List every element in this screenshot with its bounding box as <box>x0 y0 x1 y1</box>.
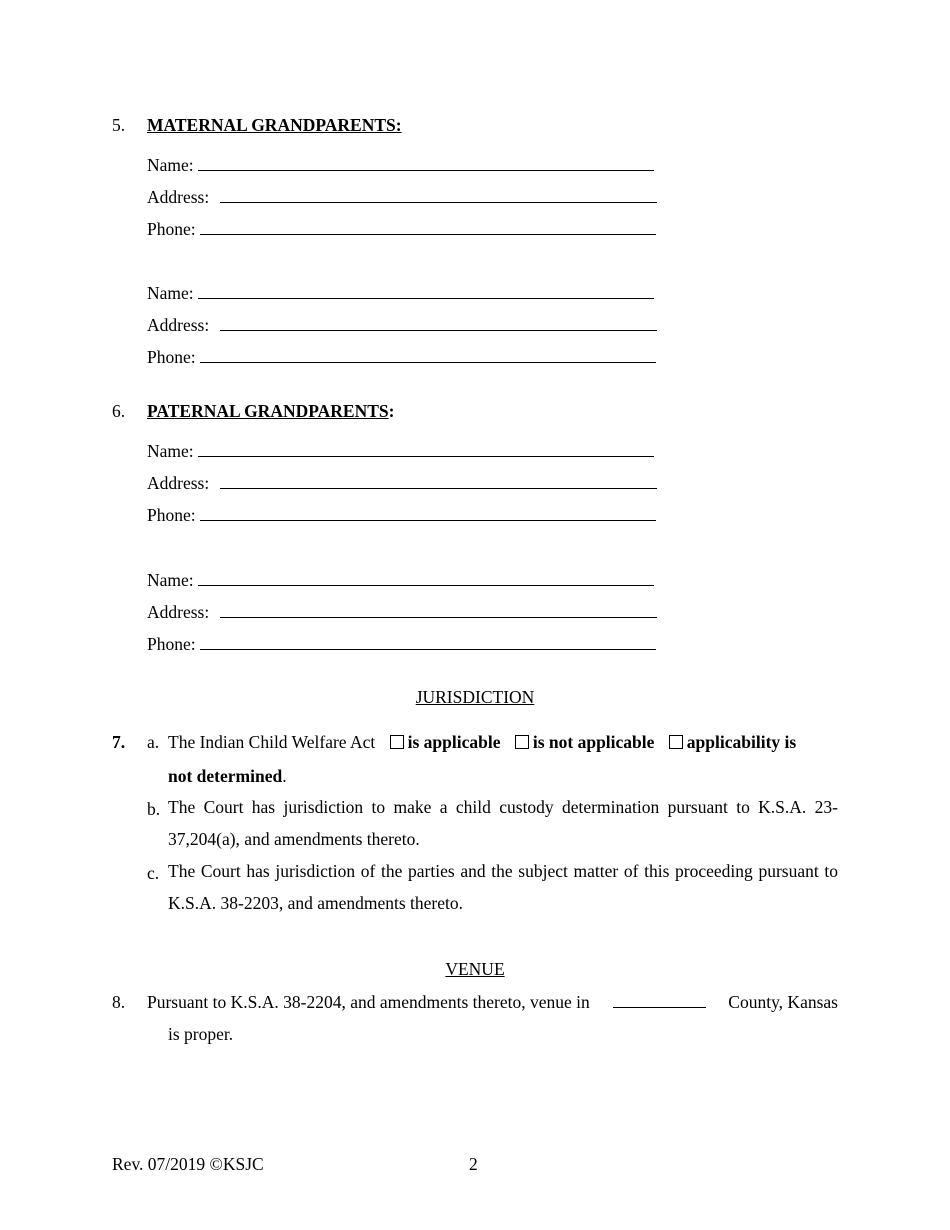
paternal-1-name-field[interactable] <box>198 441 654 457</box>
maternal-1-name-row <box>147 155 654 176</box>
icwa-applicable-label: is applicable <box>407 732 501 752</box>
maternal-2-name-row <box>147 283 654 304</box>
maternal-2-name-field[interactable] <box>198 283 654 299</box>
section-7-number: 7. <box>112 732 126 752</box>
icwa-line-2 <box>168 766 287 787</box>
paternal-2-address-row <box>147 602 657 623</box>
phone-label: Phone: <box>147 505 196 525</box>
icwa-undetermined-label-1: applicability is <box>686 732 797 752</box>
jurisdiction-heading: JURISDICTION <box>415 687 535 707</box>
venue-text-before: Pursuant to K.S.A. 38-2204, and amendments thereto, venue in <box>147 992 590 1012</box>
maternal-1-address-field[interactable] <box>220 187 657 203</box>
maternal-2-address-field[interactable] <box>220 315 657 331</box>
paternal-2-name-row <box>147 570 654 591</box>
footer-revision: Rev. 07/2019 ©KSJC <box>112 1154 264 1174</box>
maternal-1-phone-row <box>147 219 656 240</box>
item-c-text: The Court has jurisdiction of the parties and the subject matter of this proceeding pursuant to K.S.A. 38-2203, and amendments thereto. <box>168 861 838 913</box>
icwa-line <box>168 732 796 753</box>
name-label: Name: <box>147 155 194 175</box>
venue-county-field[interactable] <box>613 992 706 1008</box>
item-a-marker: a. <box>147 732 160 752</box>
section-5-number: 5. <box>112 115 126 135</box>
paternal-1-address-field[interactable] <box>220 473 657 489</box>
icwa-undetermined-label-2: not determined <box>168 766 283 786</box>
maternal-2-address-row <box>147 315 657 336</box>
paternal-2-phone-row <box>147 634 656 655</box>
maternal-2-phone-field[interactable] <box>200 347 656 363</box>
icwa-period: . <box>282 766 287 786</box>
address-label: Address: <box>147 473 210 493</box>
item-b-marker: b. <box>147 799 161 819</box>
name-label: Name: <box>147 570 194 590</box>
paternal-1-phone-row <box>147 505 656 526</box>
phone-label: Phone: <box>147 634 196 654</box>
paternal-2-name-field[interactable] <box>198 570 654 586</box>
icwa-not-applicable-checkbox[interactable] <box>515 735 529 749</box>
item-c-marker: c. <box>147 863 160 883</box>
phone-label: Phone: <box>147 347 196 367</box>
section-5-title: MATERNAL GRANDPARENTS: <box>147 115 402 135</box>
maternal-1-name-field[interactable] <box>198 155 654 171</box>
name-label: Name: <box>147 441 194 461</box>
item-b-text: The Court has jurisdiction to make a child custody determination pursuant to K.S.A. 23-37,204(a), and amendments thereto. <box>168 797 838 849</box>
icwa-text: The Indian Child Welfare Act <box>168 732 376 752</box>
name-label: Name: <box>147 283 194 303</box>
paternal-2-phone-field[interactable] <box>200 634 656 650</box>
section-6-title: PATERNAL GRANDPARENTS <box>147 401 389 421</box>
icwa-undetermined-checkbox[interactable] <box>669 735 683 749</box>
venue-heading: VENUE <box>445 959 505 979</box>
paternal-1-phone-field[interactable] <box>200 505 656 521</box>
section-6-title-colon: : <box>388 401 395 421</box>
paternal-2-address-field[interactable] <box>220 602 657 618</box>
paternal-1-address-row <box>147 473 657 494</box>
icwa-not-applicable-label: is not applicable <box>532 732 655 752</box>
phone-label: Phone: <box>147 219 196 239</box>
maternal-2-phone-row <box>147 347 656 368</box>
address-label: Address: <box>147 315 210 335</box>
icwa-applicable-checkbox[interactable] <box>390 735 404 749</box>
venue-line-1 <box>147 992 838 1013</box>
section-6-number: 6. <box>112 401 126 421</box>
venue-text-after: County, Kansas <box>728 992 838 1012</box>
venue-line-2: is proper. <box>168 1024 234 1044</box>
page-number: 2 <box>469 1154 478 1174</box>
maternal-1-phone-field[interactable] <box>200 219 656 235</box>
section-6-title-wrap <box>147 401 394 422</box>
section-8-number: 8. <box>112 992 126 1012</box>
paternal-1-name-row <box>147 441 654 462</box>
address-label: Address: <box>147 602 210 622</box>
address-label: Address: <box>147 187 210 207</box>
maternal-1-address-row <box>147 187 657 208</box>
